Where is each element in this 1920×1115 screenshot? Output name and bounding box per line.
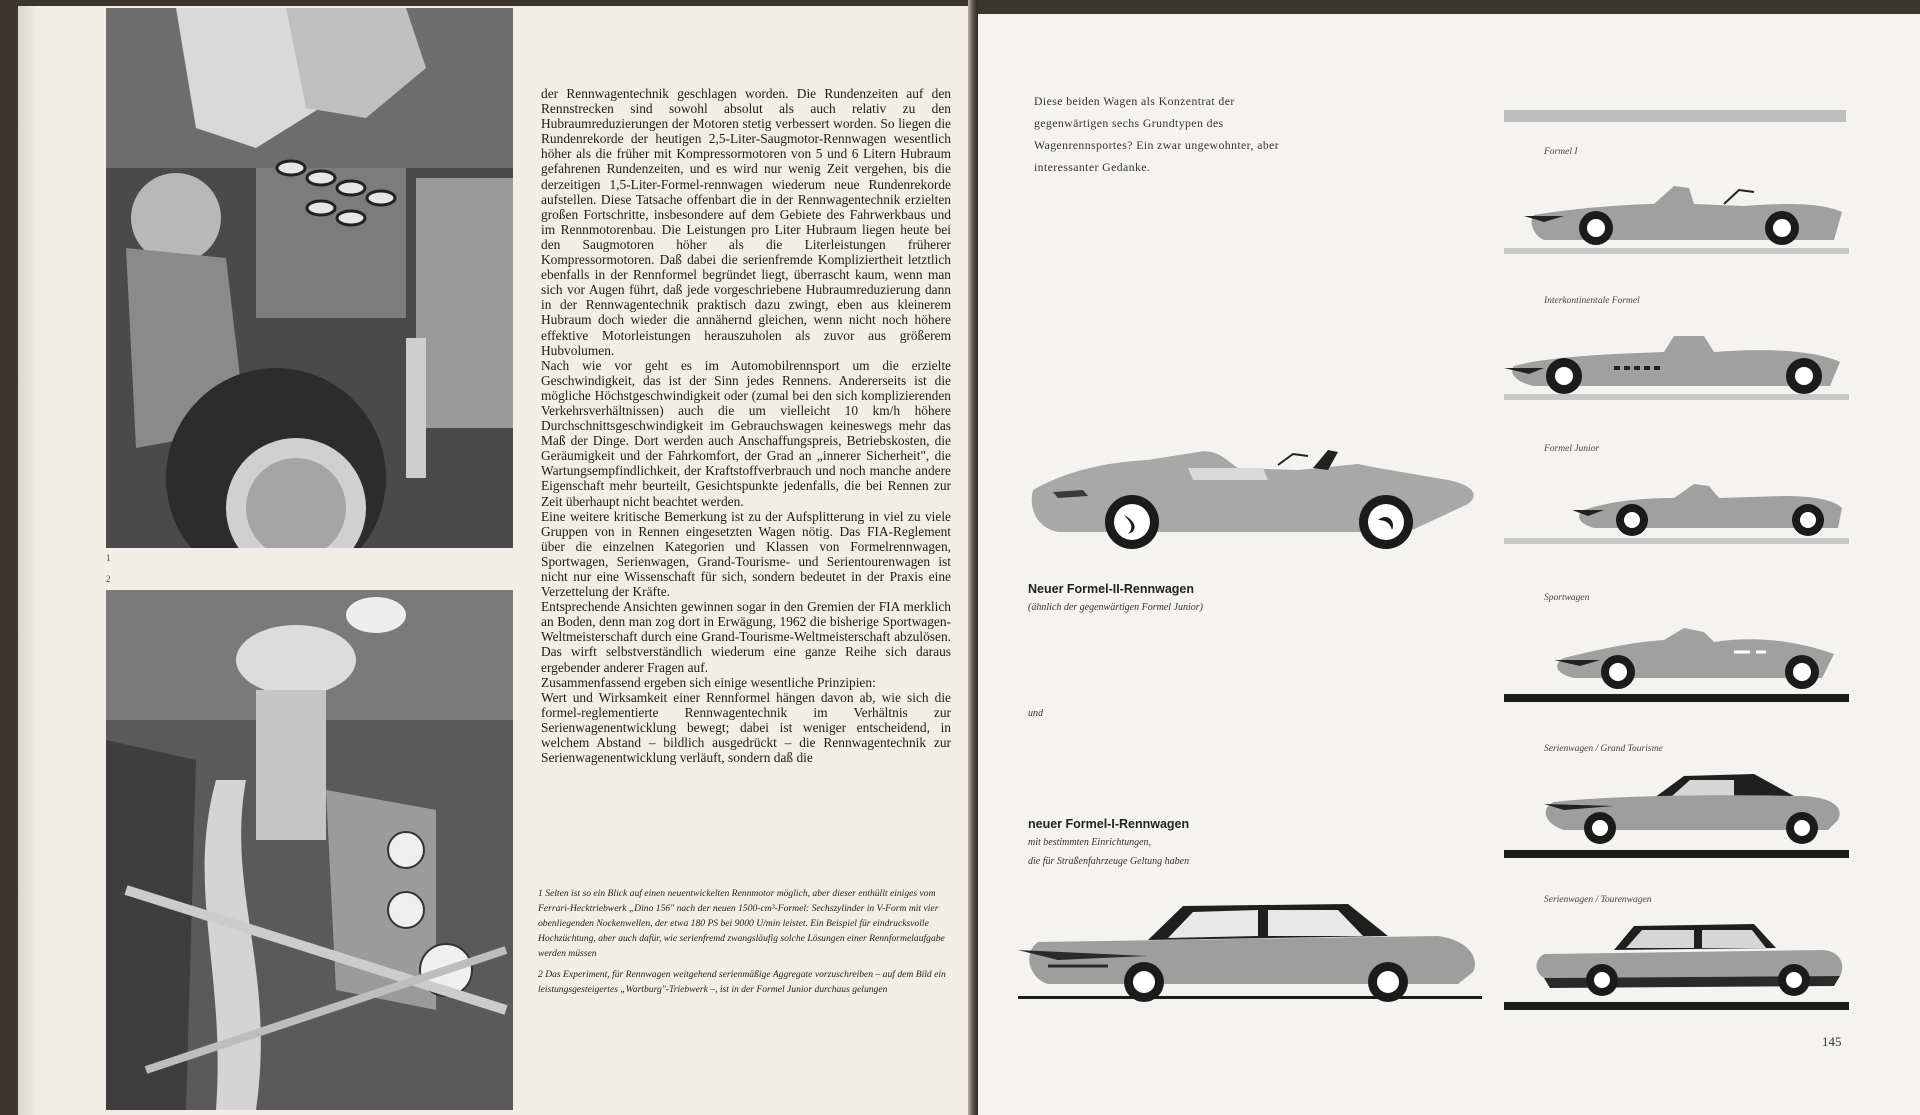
paragraph-2: Nach wie vor geht es im Automobilrennsport um die erzielte Geschwindigkeit, das ist der Sinn jedes Rennens. Andererseits ist die mögliche Höchstgeschwindigkeit oder (zumal bei den sich komplizierenden Verkehrsverhältnissen) auch die um vielleicht 10 km/h höhere Durchschnittsgeschwindigkeit im Gebrauchswagen keineswegs mehr das Maß der Dinge. Dort werden auch Anschaffungspreis, Betriebskosten, die Geräumigkeit und der Fahrkomfort, der Grad an „innerer Sicherheit", die Wartungsempfindlichkeit, der Kraftstoffverbrauch und noch manche andere Eigenschaft mehr beurteilt, Gesichtspunkte jedenfalls, die bei Rennen zur Zeit überhaupt nicht beachtet werden. — [541, 357, 951, 509]
formel-i-title: neuer Formel-I-Rennwagen — [1028, 817, 1190, 831]
photo-ferrari-engine — [106, 8, 513, 548]
paragraph-3: Eine weitere kritische Bemerkung ist zu der Aufsplitterung in viel zu viele Gruppen von in Rennen eingesetzten Wagen nötig. Das FIA-Reglement über die einzelnen Kategorien und Klassen von Formelrennwagen, Sportwagen, Serienwagen, Grand-Tourisme- und Serientourenwagen ist nicht nur eine Wissenschaft für sich, sondern bedeutet in der Praxis eine Verzettelung der Kräfte. — [541, 508, 951, 600]
formel-i-subtitle-1: mit bestimmten Einrichtungen, — [1028, 837, 1152, 848]
paragraph-4: Entsprechende Ansichten gewinnen sogar in den Gremien der FIA merklich an Boden, denn man zog dort in Erwägung, 1962 die bisherige Sportwagen-Weltmeisterschaft durch eine Grand-Tourisme-Weltmeisterschaft abzulösen. Das wirft selbstverständlich wiederum eine ganze Reihe sich daraus ergebender anderer Fragen auf. — [541, 599, 951, 675]
car-type-label-grand-tourisme: Serienwagen / Grand Tourisme — [1544, 744, 1663, 754]
intro-text: Diese beiden Wagen als Konzentrat der gegenwärtigen sechs Grundtypen des Wagenrennsportes? Ein zwar ungewohnter, aber interessanter Gedanke. — [1034, 94, 1280, 174]
figure-number-1: 1 — [106, 553, 111, 563]
body-text-column — [541, 86, 951, 765]
top-bar — [1504, 110, 1846, 122]
car-type-label-formel-i: Formel I — [1544, 147, 1578, 157]
paragraph-1: der Rennwagentechnik geschlagen worden. Die Rundenzeiten auf den Rennstrecken sind sowohl absolut als auch relativ zu den Hubraumreduzierungen der Motoren stetig verbessert worden. So liegen die Rundenrekorde der heutigen 2,5-Liter-Saugmotor-Rennwagen wesentlich höher als die früher mit Kompressormotoren von 5 und 6 Litern Hubraum gefahrenen Rundenzeiten, und es wird nur wenig Zeit vergehen, bis die derzeitigen 1,5-Liter-Formel-rennwagen wiederum neue Rundenrekorde aufstellen. Diese Tatsache offenbart die in der Rennwagentechnik erzielten großen Fortschritte, insbesondere auf dem Gebiete des Fahrwerkbaus und im Rennmotorenbau. Die Leistungen pro Liter Hubraum liegen heute bei den Saugmotoren höher als die Literleistungen früherer Kompressormotoren. Daß dabei die serienfremde Kompliziertheit letztlich ebenfalls in der Rennformel begründet liegt, überrascht kaum, wenn man sich vor Augen führt, daß jede vorgeschriebene Hubraumreduzierung dann in der Rennwagentechnik praktisch dazu zwingt, eben aus kleinerem Hubraum doch wieder die annähernd gleichen, wenn nicht noch höhere effektive Motorleistungen herauszuholen als zuvor aus größerem Hubvolumen. — [541, 86, 951, 358]
illustration-formel-ii-car — [1028, 440, 1480, 555]
page-number: 145 — [1822, 1034, 1842, 1049]
photo-captions — [538, 886, 946, 1003]
paragraph-6: Wert und Wirksamkeit einer Rennformel hängen davon ab, wie sich die formel-reglementierte Rennwagentechnik im Verhältnis zur Serienwagenentwicklung bewegt; dabei ist weniger entscheidend, in welchem Abstand – bildlich ausgedrückt – die Rennwagentechnik zur Serienwagenentwicklung verläuft, sondern daß die — [541, 689, 951, 766]
caption-1: 1 Selten ist so ein Blick auf einen neuentwickelten Rennmotor möglich, aber dieser enthüllt einiges vom Ferrari-Hecktriebwerk „Dino 156" nach der neuen 1500-cm³-Formel: Sechszylinder in V-Form mit vier obenliegenden Nockenwellen, der etwa 180 PS bei 9000 U/min leistet. Ein Beispiel für eindrucksvolle Hochzüchtung, aber auch dafür, wie serienfremd zwangsläufig solche Lösungen einer Rennformelaufgabe werden müssen — [538, 888, 945, 959]
illustration-grand-tourisme-small — [1504, 768, 1849, 858]
illustration-formel-i-small — [1504, 180, 1849, 260]
figure-number-2: 2 — [106, 574, 111, 584]
illustration-interkontinentale-small — [1504, 324, 1849, 404]
illustration-tourenwagen-small — [1504, 920, 1849, 1010]
caption-2: 2 Das Experiment, für Rennwagen weitgehend serienmäßige Aggregate vorzuschreiben – auf dem Bild ein leistungsgesteigertes „Wartburg"-Triebwerk –, ist in der Formel Junior durchaus gelungen — [538, 969, 946, 995]
illustration-formel-junior-small — [1504, 470, 1849, 550]
formel-ii-title: Neuer Formel-II-Rennwagen — [1028, 582, 1194, 596]
car-type-label-formel-junior: Formel Junior — [1544, 444, 1600, 454]
formel-ii-subtitle: (ähnlich der gegenwärtigen Formel Junior) — [1028, 602, 1203, 613]
left-page — [18, 6, 973, 1115]
paragraph-5: Zusammenfassend ergeben sich einige wesentliche Prinzipien: — [541, 674, 876, 690]
book-gutter — [968, 0, 978, 1115]
car-type-label-sportwagen: Sportwagen — [1544, 593, 1590, 603]
page-edge — [18, 6, 36, 1115]
illustration-formel-i-car — [1018, 900, 1482, 1005]
photo-wartburg-engine — [106, 590, 513, 1110]
formel-i-subtitle-2: die für Straßenfahrzeuge Geltung haben — [1028, 856, 1190, 867]
car-type-label-interkontinentale: Interkontinentale Formel — [1544, 296, 1640, 306]
car-type-label-tourenwagen: Serienwagen / Tourenwagen — [1544, 895, 1652, 905]
und-label: und — [1028, 708, 1043, 719]
illustration-sportwagen-small — [1504, 622, 1849, 704]
